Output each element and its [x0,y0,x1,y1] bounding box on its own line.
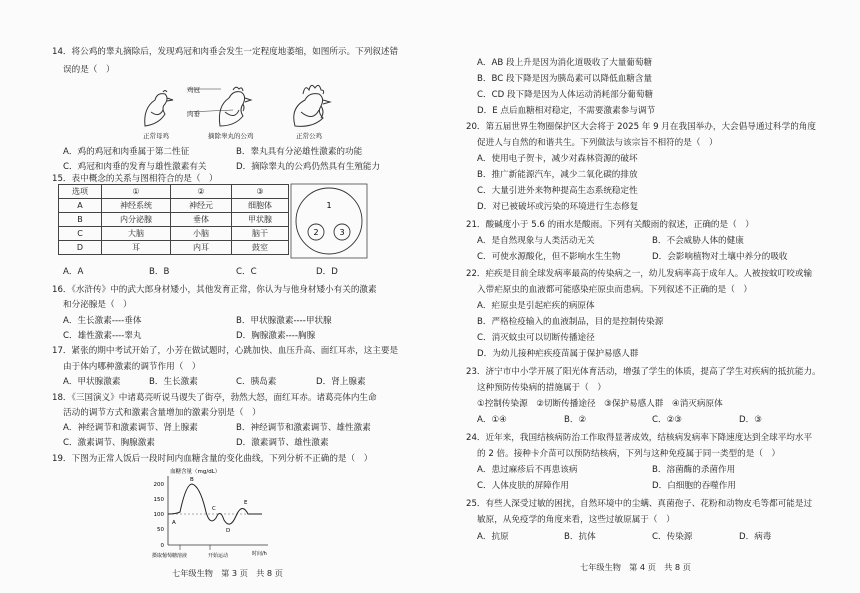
point-label-c: C [212,506,216,512]
annotation-glucose-intake: 摄取葡萄糖溶液 [152,553,188,559]
table-row [59,213,289,227]
q17-stem-line1: 17．紧张的期中考试开始了，小芳在做试题时，心跳加快、血压升高、面红耳赤，这主要是 [52,346,399,356]
table-cell: 小脑 [171,227,232,241]
table-header-cell: ③ [232,185,289,199]
table-cell: A [59,199,102,213]
comb-label: 鸡冠 [187,86,200,94]
table-cell: C [59,227,102,241]
q20-option-b: B．推广新能源汽车，减少二氧化碳的排放 [477,170,638,180]
q24-option-d: D．白细胞的吞噬作用 [652,481,736,491]
point-label-a: A [172,520,176,526]
table-header-cell: ① [102,185,171,199]
circle-label-3: 3 [339,228,345,237]
table-cell: 细胞体 [232,199,289,213]
q24-option-c: C．人体皮肤的屏障作用 [477,481,569,491]
q16-option-c: C．雄性激素----睾丸 [63,331,142,341]
glucose-curve [168,484,262,524]
q24-stem-line1: 24．近年来，我国结核病防治工作取得显著成效，结核病发病率下降速度达到全球平均水平 [466,433,813,443]
q20-option-d: D．对已被破坏或污染的环境进行生态修复 [477,202,639,212]
q21-option-d: D．会影响植物对土壤中养分的吸收 [652,252,788,262]
table-row [59,227,289,241]
circle-label-2: 2 [313,228,319,237]
q14-option-c: C．鸡冠和肉垂的发育与雄性激素有关 [63,162,207,172]
q20-option-c: C．大量引进外来物种提高生态系统稳定性 [477,186,638,196]
table-row [59,241,289,255]
graph-xlabel: 时间/h [252,551,267,557]
q23-option-a: A．①④ [477,415,507,425]
rooster-drawing [294,85,330,126]
hen-drawing [145,91,173,127]
q19-option-d: D．E 点后血糖相对稳定，不需要激素参与调节 [477,106,656,116]
q25-stem-line1: 25．有些人深受过敏的困扰，自然环境中的尘螨、真菌孢子、花粉和动物皮毛等都可能是过 [466,499,813,509]
q24-option-b: B．溶菌酶的杀菌作用 [652,465,736,475]
ytick-label: 150 [153,497,164,503]
table-cell: 内耳 [171,241,232,255]
ytick-label: 0 [160,543,164,549]
q21-option-a: A．是自然现象与人类活动无关 [477,236,595,246]
page-right [430,0,860,593]
table-row [59,199,289,213]
q17-option-c: C．胰岛素 [236,377,277,387]
table-cell: 神经系统 [102,199,171,213]
q18-option-b: B．神经调节和激素调节、雄性激素 [236,423,371,433]
table-cell: 甲状腺 [232,213,289,227]
q15-option-a: A．A [63,267,84,277]
q23-choices: ①控制传染源 ②切断传播途径 ③保护易感人群 ④消灭病原体 [477,399,723,409]
q22-option-a: A．疟原虫是引起疟疾的病原体 [477,301,595,311]
q14-stem-line1: 14．将公鸡的睾丸摘除后，发现鸡冠和肉垂会发生一定程度地萎缩，如图所示。下列叙述错 [52,47,399,57]
table-cell: 大脑 [102,227,171,241]
q18-option-a: A．神经调节和激素调节、肾上腺素 [63,423,198,433]
caption-rooster: 正常公鸡 [296,132,322,140]
caption-hen: 正常母鸡 [143,132,169,140]
q25-option-d: D．病毒 [739,532,772,542]
capon-drawing [219,87,251,126]
q16-option-b: B．甲状腺激素----甲状腺 [236,316,332,326]
footer-page-3: 七年级生物 第 3 页 共 8 页 [172,568,283,578]
q15-option-b: B．B [149,267,170,277]
point-label-e: E [244,500,248,506]
table-cell: 脑干 [232,227,289,241]
q19-option-c: C．CD 段下降是因为人体运动消耗部分葡萄糖 [477,90,654,100]
table-cell: 耳 [102,241,171,255]
q17-option-a: A．甲状腺激素 [63,377,121,387]
q19-option-a: A．AB 段上升是因为消化道吸收了大量葡萄糖 [477,58,653,68]
q25-option-c: C．传染源 [652,532,693,542]
point-label-d: D [226,528,231,534]
q23-stem-line2: 这种预防传染病的措施属于（ ） [477,383,606,393]
q23-option-d: D．③ [739,415,762,425]
q15-option-d: D．D [316,267,338,277]
q18-stem-line2: 活动的调节方式和激素含量增加的激素分别是（ ） [63,408,261,418]
q17-stem-line2: 由于体内哪种激素的调节作用（ ） [63,362,201,372]
concept-circles-diagram [290,183,368,259]
q14-option-a: A．鸡的鸡冠和肉垂属于第二性征 [63,147,190,157]
q20-stem-line2: 促进人与自然的和谐共生。下列做法与该宗旨不相符的是（ ） [477,138,718,148]
table-cell: B [59,213,102,227]
q16-option-a: A．生长激素----垂体 [63,316,142,326]
table-header-cell: ② [171,185,232,199]
q17-option-b: B．生长激素 [149,377,198,387]
q14-option-d: D．摘除睾丸的公鸡仍然具有生殖能力 [236,162,381,172]
table-header-row [59,185,289,199]
chicken-illustration [125,78,375,130]
q14-option-b: B．睾丸具有分泌雄性激素的功能 [236,147,363,157]
point-label-b: B [190,477,194,483]
q20-stem-line1: 20．第五届世界生物圈保护区大会将于 2025 年 9 月在我国举办，大会倡导通过科学的角度 [466,122,816,132]
table-cell: 内分泌腺 [102,213,171,227]
q18-option-d: D．激素调节、雄性激素 [236,438,329,448]
table-cell: 垂体 [171,213,232,227]
q22-stem-line1: 22．疟疾是目前全球发病率最高的传染病之一，幼儿发病率高于成年人。人被按蚊叮咬或输 [466,269,813,279]
annotation-exercise: 开始运动 [208,553,229,559]
wattle-label: 肉垂 [187,110,200,118]
caption-capon: 摘除睾丸的公鸡 [208,132,254,140]
table-cell: D [59,241,102,255]
ytick-label: 100 [153,512,164,518]
q22-option-b: B．严格检疫输入的血液制品，目的是控制传染源 [477,317,664,327]
q15-stem: 15．表中概念的关系与图相符合的是（ ） [52,174,218,184]
q23-option-c: C．②③ [652,415,683,425]
q16-stem-line2: 和分泌腺是（ ） [63,300,132,310]
q21-option-b: B．不会威胁人体的健康 [652,236,744,246]
q17-option-d: D．肾上腺素 [316,377,366,387]
q24-stem-line2: 的 2 倍。接种卡介苗可以预防结核病，下列与这种免疫属于同一类型的是（ ） [477,449,781,459]
q16-stem-line1: 16．《水浒传》中的武大郎身材矮小，其他发育正常，你认为与他身材矮小有关的激素 [52,285,377,295]
ytick-label: 50 [157,527,164,533]
q19-stem: 19．下图为正常人饭后一段时间内血糖含量的变化曲线，下列分析不正确的是（ ） [52,454,373,464]
graph-ylabel: 血糖含量（mg/dL） [170,469,221,475]
q21-stem: 21．酸碱度小于 5.6 的雨水是酸雨。下列有关酸雨的叙述，正确的是（ ） [466,220,754,230]
q15-table [58,184,289,255]
table-cell: 鼓室 [232,241,289,255]
q19-option-b: B．BC 段下降是因为胰岛素可以降低血糖含量 [477,74,653,84]
q15-option-c: C．C [236,267,257,277]
circle-label-1: 1 [326,201,332,210]
q25-stem-line2: 敏原，从免疫学的角度来看，这些过敏原属于（ ） [477,515,675,525]
q16-option-d: D．胸腺激素----胸腺 [236,331,316,341]
q18-option-c: C．激素调节、胸腺激素 [63,438,155,448]
ytick-label: 200 [153,482,164,488]
q23-option-b: B．② [564,415,587,425]
q21-option-c: C．可使水源酸化，但不影响水生生物 [477,252,621,262]
footer-page-4: 七年级生物 第 4 页 共 8 页 [580,562,691,572]
q22-option-c: C．消灭蚊虫可以切断传播途径 [477,333,595,343]
q25-option-a: A．抗原 [477,532,509,542]
q25-option-b: B．抗体 [564,532,596,542]
blood-glucose-graph [140,464,300,562]
q14-stem-line2: 误的是（ ） [63,65,115,75]
q18-stem-line1: 18．《三国演义》中诸葛亮听说马谡失了街亭，勃然大怒，面红耳赤。诸葛亮体内生命 [52,393,377,403]
q24-option-a: A．患过麻疹后不再患该病 [477,465,578,475]
table-header-cell: 选项 [59,185,102,199]
q20-option-a: A．使用电子贺卡，减少对森林资源的破坏 [477,154,638,164]
q22-stem-line2: 入带疟原虫的血液都可能感染疟原虫而患病。下列叙述不正确的是（ ） [477,285,753,295]
table-cell: 神经元 [171,199,232,213]
q22-option-d: D．为幼儿接种疟疾疫苗属于保护易感人群 [477,349,639,359]
q23-stem-line1: 23．济宁市中小学开展了阳光体育活动，增强了学生的体质，提高了学生对疾病的抵抗能力。 [466,367,821,377]
